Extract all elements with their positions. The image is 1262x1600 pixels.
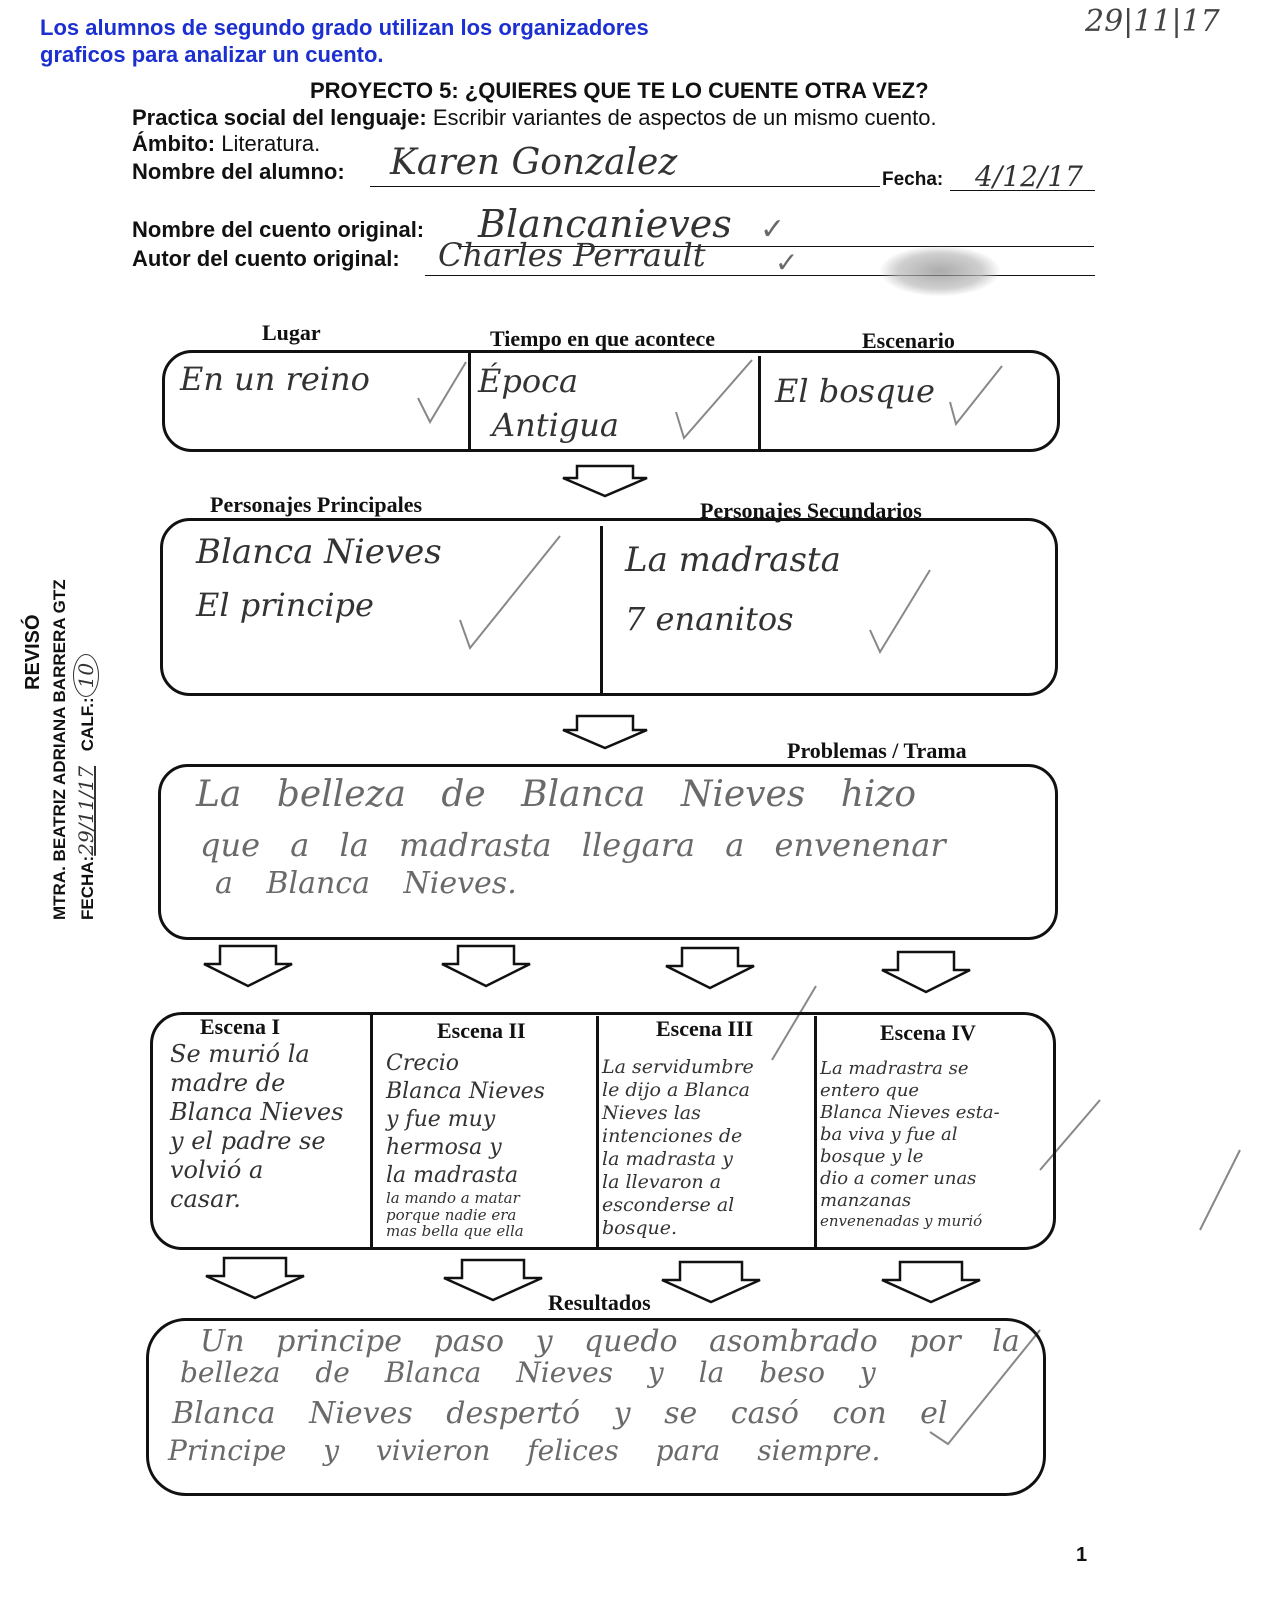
scene-3-line: Nieves las bbox=[602, 1102, 701, 1124]
scene-4-line: dio a comer unas bbox=[820, 1168, 977, 1189]
scene-1-line: casar. bbox=[170, 1185, 241, 1213]
scene-2-line: hermosa y bbox=[386, 1135, 502, 1160]
scene-1-text bbox=[170, 1040, 366, 1214]
problems-line-2: que a la madrasta llegara a envenenar bbox=[200, 826, 946, 864]
scene-1-line: y el padre se bbox=[170, 1127, 326, 1155]
arrow-down-icon bbox=[656, 1258, 766, 1304]
reviso-name: MTRA. BEATRIZ ADRIANA BARRERA GTZ bbox=[50, 579, 69, 920]
results-line-3: Blanca Nieves despertó y se casó con el bbox=[172, 1396, 948, 1431]
check-autor-icon: ✓ bbox=[775, 247, 799, 278]
problemas-label: Problemas / Trama bbox=[787, 738, 967, 763]
scene-3-line: esconderse al bbox=[602, 1194, 735, 1216]
scene-2-line: Blanca Nieves bbox=[386, 1079, 545, 1104]
results-line-4: Principe y vivieron felices para siempre. bbox=[168, 1434, 881, 1467]
scene-divider-3 bbox=[814, 1016, 817, 1248]
scene-4-label: Escena IV bbox=[880, 1020, 976, 1045]
page-number: 1 bbox=[1076, 1544, 1088, 1566]
autor-value: Charles Perrault bbox=[438, 236, 706, 274]
principales-2: El principe bbox=[196, 586, 374, 624]
lugar-label: Lugar bbox=[262, 320, 321, 345]
scene-2-line: la madrasta bbox=[386, 1163, 519, 1188]
scene-3-line: la llevaron a bbox=[602, 1171, 722, 1193]
scene-2-line: y fue muy bbox=[386, 1107, 496, 1132]
results-line-1: Un principe paso y quedo asombrado por la bbox=[200, 1324, 1020, 1359]
scene-4-line: La madrastra se bbox=[820, 1058, 969, 1079]
scene-divider-2 bbox=[596, 1016, 599, 1248]
scene-1-line: Se murió la bbox=[170, 1040, 310, 1068]
principales-label: Personajes Principales bbox=[210, 492, 423, 517]
scene-3-line: La servidumbre bbox=[602, 1056, 754, 1078]
cuento-label: Nombre del cuento original: bbox=[132, 217, 425, 242]
arrow-down-icon bbox=[876, 948, 976, 994]
scene-divider-1 bbox=[370, 1014, 373, 1248]
results-line-2: belleza de Blanca Nieves y la beso y bbox=[180, 1356, 876, 1389]
tiempo-value-2: Antigua bbox=[492, 406, 619, 444]
stamp-date-top: 29|11|17 bbox=[1085, 4, 1220, 39]
scene-4-line: manzanas bbox=[820, 1190, 912, 1211]
problems-line-1: La belleza de Blanca Nieves hizo bbox=[196, 774, 917, 815]
scene-2-line: Crecio bbox=[386, 1051, 459, 1076]
tiempo-label: Tiempo en que acontece bbox=[490, 326, 716, 351]
scene-1-line: Blanca Nieves bbox=[170, 1098, 344, 1126]
reviso-fecha-value: 29/11/17 bbox=[74, 765, 98, 856]
practica-value: Escribir variantes de aspectos de un mismo cuento. bbox=[432, 105, 937, 130]
scene-3-line: bosque. bbox=[602, 1217, 678, 1239]
escenario-value: El bosque bbox=[775, 372, 935, 410]
principales-1: Blanca Nieves bbox=[196, 532, 442, 572]
check-tiempo-icon bbox=[676, 360, 752, 438]
scene-2-line: mas bella que ella bbox=[386, 1222, 524, 1240]
problems-line-3: a Blanca Nieves. bbox=[215, 866, 517, 901]
tiempo-value-1: Época bbox=[478, 362, 579, 400]
nombre-label: Nombre del alumno: bbox=[132, 159, 345, 184]
secundarios-label: Personajes Secundarios bbox=[700, 498, 922, 523]
arrow-down-icon bbox=[436, 942, 536, 988]
autor-label: Autor del cuento original: bbox=[132, 246, 400, 271]
cuento-value: Blancanieves bbox=[478, 202, 732, 246]
scene-1-label: Escena I bbox=[200, 1014, 281, 1039]
check-lugar-icon bbox=[418, 362, 466, 422]
scene-2-line: porque nadie era bbox=[386, 1206, 517, 1224]
scene-2-text bbox=[386, 1050, 592, 1239]
secundarios-1: La madrasta bbox=[625, 540, 841, 580]
arrow-down-icon bbox=[198, 942, 298, 988]
fecha-label: Fecha: bbox=[882, 169, 944, 190]
arrow-down-icon bbox=[555, 712, 655, 750]
scene-4-line: bosque y le bbox=[820, 1146, 924, 1167]
arrow-down-icon bbox=[876, 1258, 986, 1304]
scene-4-line: ba viva y fue al bbox=[820, 1124, 958, 1145]
scene-1-line: madre de bbox=[170, 1069, 286, 1097]
scene-4-line: envenenadas y murió bbox=[820, 1212, 983, 1230]
scene-4-line: Blanca Nieves esta- bbox=[820, 1102, 1000, 1123]
practica-label: Practica social del lenguaje: bbox=[132, 105, 427, 130]
arrow-down-icon bbox=[555, 462, 655, 498]
lugar-value: En un reino bbox=[180, 360, 370, 398]
margin-mark-icon bbox=[1200, 1150, 1240, 1230]
arrow-down-icon bbox=[438, 1256, 548, 1302]
scene-3-line: intenciones de bbox=[602, 1125, 743, 1147]
arrow-down-icon bbox=[660, 944, 760, 990]
arrow-down-icon bbox=[200, 1254, 310, 1300]
nombre-value: Karen Gonzalez bbox=[390, 142, 678, 183]
scene-3-line: la madrasta y bbox=[602, 1148, 733, 1170]
scene-2-label: Escena II bbox=[437, 1018, 526, 1043]
scene-3-line: le dijo a Blanca bbox=[602, 1079, 750, 1101]
check-cuento-icon: ✓ bbox=[760, 213, 786, 246]
ambito-value: Literatura. bbox=[221, 131, 321, 156]
reviso-fecha-row: FECHA:29/11/17 CALF.:10 bbox=[74, 654, 98, 920]
ambito-label: Ámbito: bbox=[132, 131, 216, 156]
reviso-calif-value: 10 bbox=[73, 654, 99, 697]
escenario-label: Escenario bbox=[862, 328, 955, 353]
project-title: PROYECTO 5: ¿QUIERES QUE TE LO CUENTE OTRA VEZ? bbox=[310, 78, 929, 103]
secundarios-2: 7 enanitos bbox=[625, 600, 794, 638]
caption: Los alumnos de segundo grado utilizan los organizadores graficos para analizar un cuento. bbox=[40, 15, 649, 67]
resultados-label: Resultados bbox=[548, 1290, 651, 1315]
scene-1-line: volvió a bbox=[170, 1156, 264, 1184]
characters-divider bbox=[600, 526, 603, 694]
scene-4-line: entero que bbox=[820, 1080, 920, 1101]
fecha-value: 4/12/17 bbox=[975, 160, 1083, 193]
scene-4-text bbox=[820, 1058, 1052, 1230]
scene-3-text bbox=[602, 1056, 812, 1240]
scene-2-line: la mando a matar bbox=[386, 1189, 520, 1207]
reviso-title: REVISÓ bbox=[22, 614, 44, 690]
check-escenario-icon bbox=[950, 366, 1002, 424]
scene-3-label: Escena III bbox=[656, 1016, 754, 1041]
